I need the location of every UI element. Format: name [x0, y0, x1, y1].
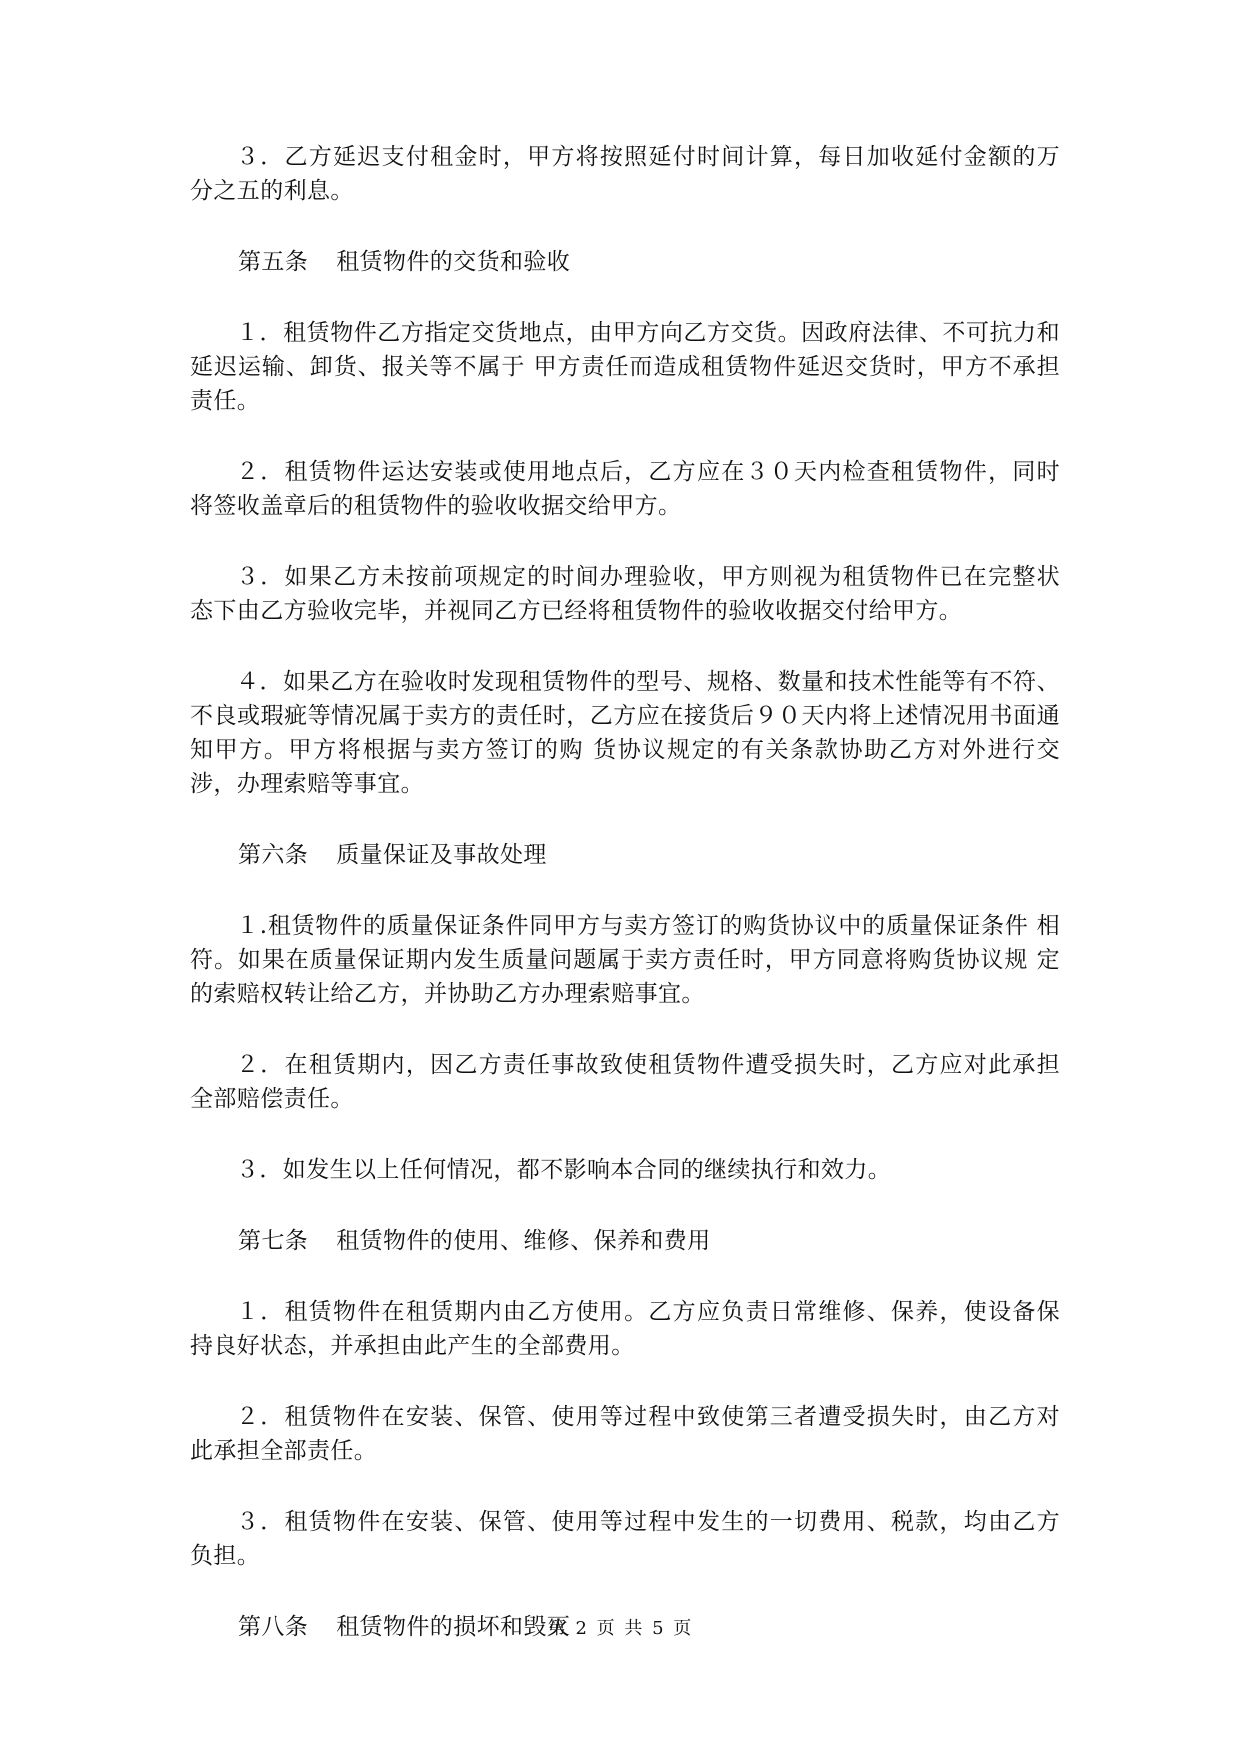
clause-paragraph: ２．在租赁期内，因乙方责任事故致使租赁物件遭受损失时，乙方应对此承担 全部赔偿责任。: [190, 1052, 1060, 1112]
clause-paragraph: ４．如果乙方在验收时发现租赁物件的型号、规格、数量和技术性能等有不符、 不良或瑕疵等情况属于卖方的责任时，乙方应在接货后９０天内将上述情况用书面通知甲方。甲方将根据与卖方签订的购 货协议规定的有关条款协助乙方对外进行交涉，办理索赔等事宜。: [190, 669, 1060, 797]
clause-paragraph: １.租赁物件的质量保证条件同甲方与卖方签订的购货协议中的质量保证条件 相符。如果在质量保证期内发生质量问题属于卖方责任时，甲方同意将购货协议规 定的索赔权转让给乙方，并协助乙方办理索赔事宜。: [190, 913, 1060, 1007]
section-number: 第五条: [238, 249, 309, 275]
section-title: 质量保证及事故处理: [336, 842, 547, 868]
document-body: [190, 140, 1060, 1681]
section-heading: [190, 838, 1060, 872]
page-footer: 第 2 页 共 5 页: [547, 1618, 694, 1639]
clause-paragraph: ３．租赁物件在安装、保管、使用等过程中发生的一切费用、税款，均由乙方 负担。: [190, 1509, 1060, 1569]
clause-paragraph: ２．租赁物件在安装、保管、使用等过程中致使第三者遭受损失时，由乙方对 此承担全部责任。: [190, 1404, 1060, 1464]
clause-paragraph: ３．如果乙方未按前项规定的时间办理验收，甲方则视为租赁物件已在完整状 态下由乙方验收完毕，并视同乙方已经将租赁物件的验收收据交付给甲方。: [190, 564, 1060, 624]
section-title: 租赁物件的交货和验收: [336, 249, 571, 275]
section-title: 租赁物件的损坏和毁灭: [336, 1614, 571, 1640]
clause-paragraph: １．租赁物件在租赁期内由乙方使用。乙方应负责日常维修、保养，使设备保 持良好状态，并承担由此产生的全部费用。: [190, 1299, 1060, 1359]
section-number: 第六条: [238, 842, 309, 868]
clause-paragraph: ２．租赁物件运达安装或使用地点后，乙方应在３０天内检查租赁物件，同时 将签收盖章后的租赁物件的验收收据交给甲方。: [190, 459, 1060, 519]
clause-paragraph: １．租赁物件乙方指定交货地点，由甲方向乙方交货。因政府法律、不可抗力和延迟运输、卸货、报关等不属于 甲方责任而造成租赁物件延迟交货时，甲方不承担责任。: [190, 320, 1060, 414]
clause-paragraph: ３．乙方延迟支付租金时，甲方将按照延付时间计算，每日加收延付金额的万 分之五的利息。: [190, 144, 1060, 204]
section-title: 租赁物件的使用、维修、保养和费用: [336, 1228, 711, 1254]
section-number: 第八条: [238, 1614, 309, 1640]
section-heading: [190, 1224, 1060, 1258]
section-number: 第七条: [238, 1228, 309, 1254]
clause-paragraph: ３．如发生以上任何情况，都不影响本合同的继续执行和效力。: [236, 1157, 892, 1183]
section-heading: [190, 245, 1060, 279]
